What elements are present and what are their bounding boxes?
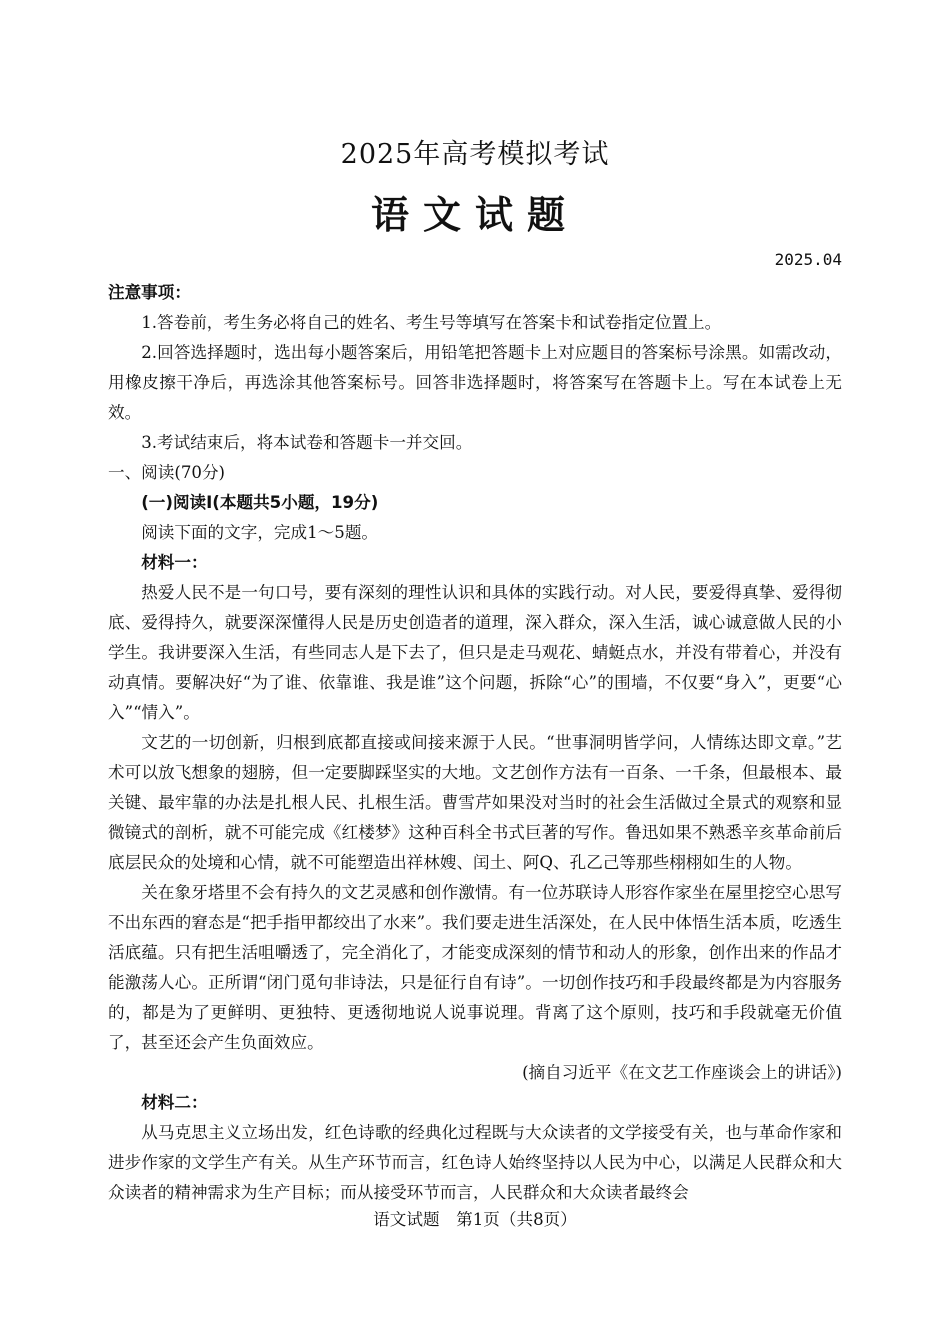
section-heading: 一、阅读(70分) <box>108 463 226 482</box>
material1-paragraph: 热爱人民不是一句口号，要有深刻的理性认识和具体的实践行动。对人民，要爱得真挚、爱得彻底、爱得持久，就要深深懂得人民是历史创造者的道理，深入群众，深入生活，诚心诚意做人民的小学生。我讲要深入生活，有些同志人是下去了，但只是走马观花、蜻蜓点水，并没有带着心，并没有动真情。要解决好“为了谁、依靠谁、我是谁”这个问题，拆除“心”的围墙，不仅要“身入”，更要“心入”“情入”。 <box>108 583 842 722</box>
notice-heading: 注意事项： <box>108 283 191 302</box>
notice-item: 3.考试结束后，将本试卷和答题卡一并交回。 <box>141 433 473 452</box>
page-footer: 语文试题 第1页（共8页） <box>373 1210 577 1229</box>
material2-paragraph: 从马克思主义立场出发，红色诗歌的经典化过程既与大众读者的文学接受有关，也与革命作家和进步作家的文学生产有关。从生产环节而言，红色诗人始终坚持以人民为中心，以满足人民群众和大众读者的精神需求为生产目标；而从接受环节而言，人民群众和大众读者最终会 <box>108 1123 842 1202</box>
material1-paragraph: 关在象牙塔里不会有持久的文艺灵感和创作激情。有一位苏联诗人形容作家坐在屋里挖空心思写不出东西的窘态是“把手指甲都绞出了水来”。我们要走进生活深处，在人民中体悟生活本质，吃透生活底蕴。只有把生活咀嚼透了，完全消化了，才能变成深刻的情节和动人的形象，创作出来的作品才能激荡人心。正所谓“闭门觅句非诗法，只是征行自有诗”。一切创作技巧和手段最终都是为内容服务的，都是为了更鲜明、更独特、更透彻地说人说事说理。背离了这个原则，技巧和手段就毫无价值了，甚至还会产生负面效应。 <box>108 883 842 1052</box>
exam-title: 语文试题 <box>370 193 579 237</box>
notice-item: 1.答卷前，考生务必将自己的姓名、考生号等填写在答案卡和试卷指定位置上。 <box>141 313 722 332</box>
section-subheading: (一)阅读Ⅰ(本题共5小题，19分) <box>141 493 379 512</box>
material1-paragraph: 文艺的一切创新，归根到底都直接或间接来源于人民。“世事洞明皆学问，人情练达即文章。”艺术可以放飞想象的翅膀，但一定要脚踩坚实的大地。文艺创作方法有一百条、一千条，但最根本、最关键、最牢靠的办法是扎根人民、扎根生活。曹雪芹如果没对当时的社会生活做过全景式的观察和显微镜式的剖析，就不可能完成《红楼梦》这种百科全书式巨著的写作。鲁迅如果不熟悉辛亥革命前后底层民众的处境和心情，就不可能塑造出祥林嫂、闰土、阿Q、孔乙己等那些栩栩如生的人物。 <box>108 733 842 872</box>
section-instruction: 阅读下面的文字，完成1～5题。 <box>141 523 379 542</box>
material2-label: 材料二： <box>141 1093 208 1112</box>
exam-date: 2025.04 <box>774 250 842 269</box>
material1-label: 材料一： <box>141 553 208 572</box>
exam-content <box>108 278 842 1208</box>
notice-item: 2.回答选择题时，选出每小题答案后，用铅笔把答题卡上对应题目的答案标号涂黑。如需改动，用橡皮擦干净后，再选涂其他答案标号。回答非选择题时，将答案写在答题卡上。写在本试卷上无效。 <box>108 343 842 422</box>
material1-source: (摘自习近平《在文艺工作座谈会上的讲话》) <box>522 1063 842 1082</box>
exam-subtitle: 2025年高考模拟考试 <box>340 139 610 170</box>
